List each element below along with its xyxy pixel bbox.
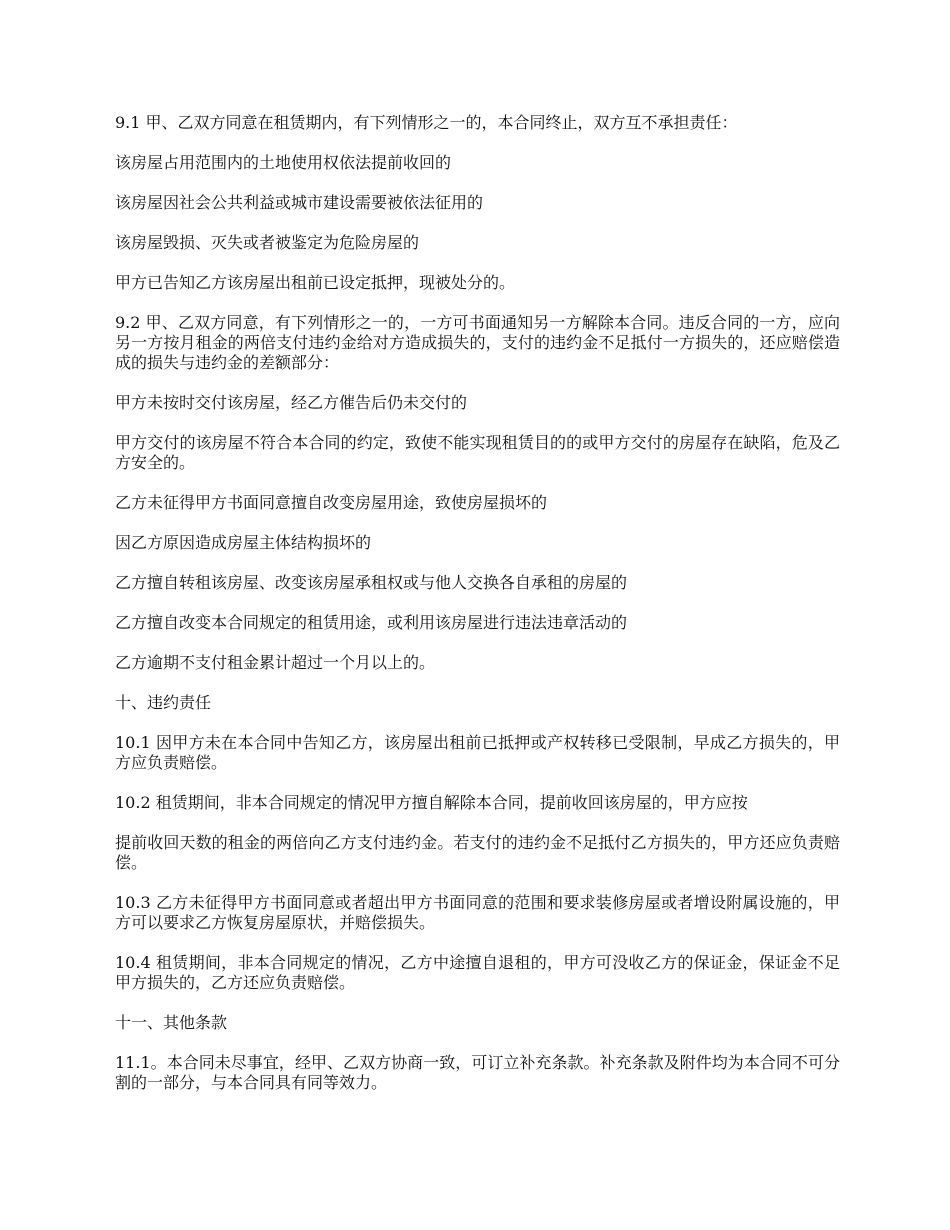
clause-9-2-item-3: 乙方未征得甲方书面同意擅自改变房屋用途，致使房屋损坏的 xyxy=(115,493,548,512)
clause-9-2: 9.2 甲、乙双方同意，有下列情形之一的，一方可书面通知另一方解除本合同。违反合同的一方，应向另一方按月租金的两倍支付违约金给对方造成损失的，支付的违约金不足抵付一方损失的，还应赔偿造成的损失与违约金的差额部分： xyxy=(115,313,840,372)
clause-9-2-item-5: 乙方擅自转租该房屋、改变该房屋承租权或与他人交换各自承租的房屋的 xyxy=(115,573,628,592)
clause-9-1-item-4: 甲方已告知乙方该房屋出租前已设定抵押，现被处分的。 xyxy=(115,273,516,292)
clause-10-2-continued: 提前收回天数的租金的两倍向乙方支付违约金。若支付的违约金不足抵付乙方损失的，甲方还应负责赔偿。 xyxy=(115,833,840,872)
document-body xyxy=(115,113,840,1113)
clause-9-2-item-6: 乙方擅自改变本合同规定的租赁用途，或利用该房屋进行违法违章活动的 xyxy=(115,613,628,632)
clause-9-1: 9.1 甲、乙双方同意在租赁期内，有下列情形之一的，本合同终止，双方互不承担责任： xyxy=(115,113,738,132)
clause-10-2: 10.2 租赁期间，非本合同规定的情况甲方擅自解除本合同，提前收回该房屋的，甲方应按 xyxy=(115,793,748,812)
clause-10-1: 10.1 因甲方未在本合同中告知乙方，该房屋出租前已抵押或产权转移已受限制，早成乙方损失的，甲方应负责赔偿。 xyxy=(115,733,840,772)
clause-10-3: 10.3 乙方未征得甲方书面同意或者超出甲方书面同意的范围和要求装修房屋或者增设附属设施的，甲方可以要求乙方恢复房屋原状，并赔偿损失。 xyxy=(115,893,840,932)
clause-11-1: 11.1。本合同未尽事宜，经甲、乙双方协商一致，可订立补充条款。补充条款及附件均为本合同不可分割的一部分，与本合同具有同等效力。 xyxy=(115,1053,840,1092)
clause-10-4: 10.4 租赁期间，非本合同规定的情况，乙方中途擅自退租的，甲方可没收乙方的保证金，保证金不足甲方损失的，乙方还应负责赔偿。 xyxy=(115,953,840,992)
section-heading-11: 十一、其他条款 xyxy=(115,1013,228,1032)
clause-9-1-item-3: 该房屋毁损、灭失或者被鉴定为危险房屋的 xyxy=(115,233,420,252)
clause-9-1-item-2: 该房屋因社会公共利益或城市建设需要被依法征用的 xyxy=(115,193,484,212)
clause-9-2-item-4: 因乙方原因造成房屋主体结构损坏的 xyxy=(115,533,372,552)
clause-9-2-item-1: 甲方未按时交付该房屋，经乙方催告后仍未交付的 xyxy=(115,393,468,412)
section-heading-10: 十、违约责任 xyxy=(115,693,212,712)
clause-9-1-item-1: 该房屋占用范围内的土地使用权依法提前收回的 xyxy=(115,153,452,172)
clause-9-2-item-2: 甲方交付的该房屋不符合本合同的约定，致使不能实现租赁目的的或甲方交付的房屋存在缺陷，危及乙方安全的。 xyxy=(115,433,840,472)
clause-9-2-item-7: 乙方逾期不支付租金累计超过一个月以上的。 xyxy=(115,653,436,672)
